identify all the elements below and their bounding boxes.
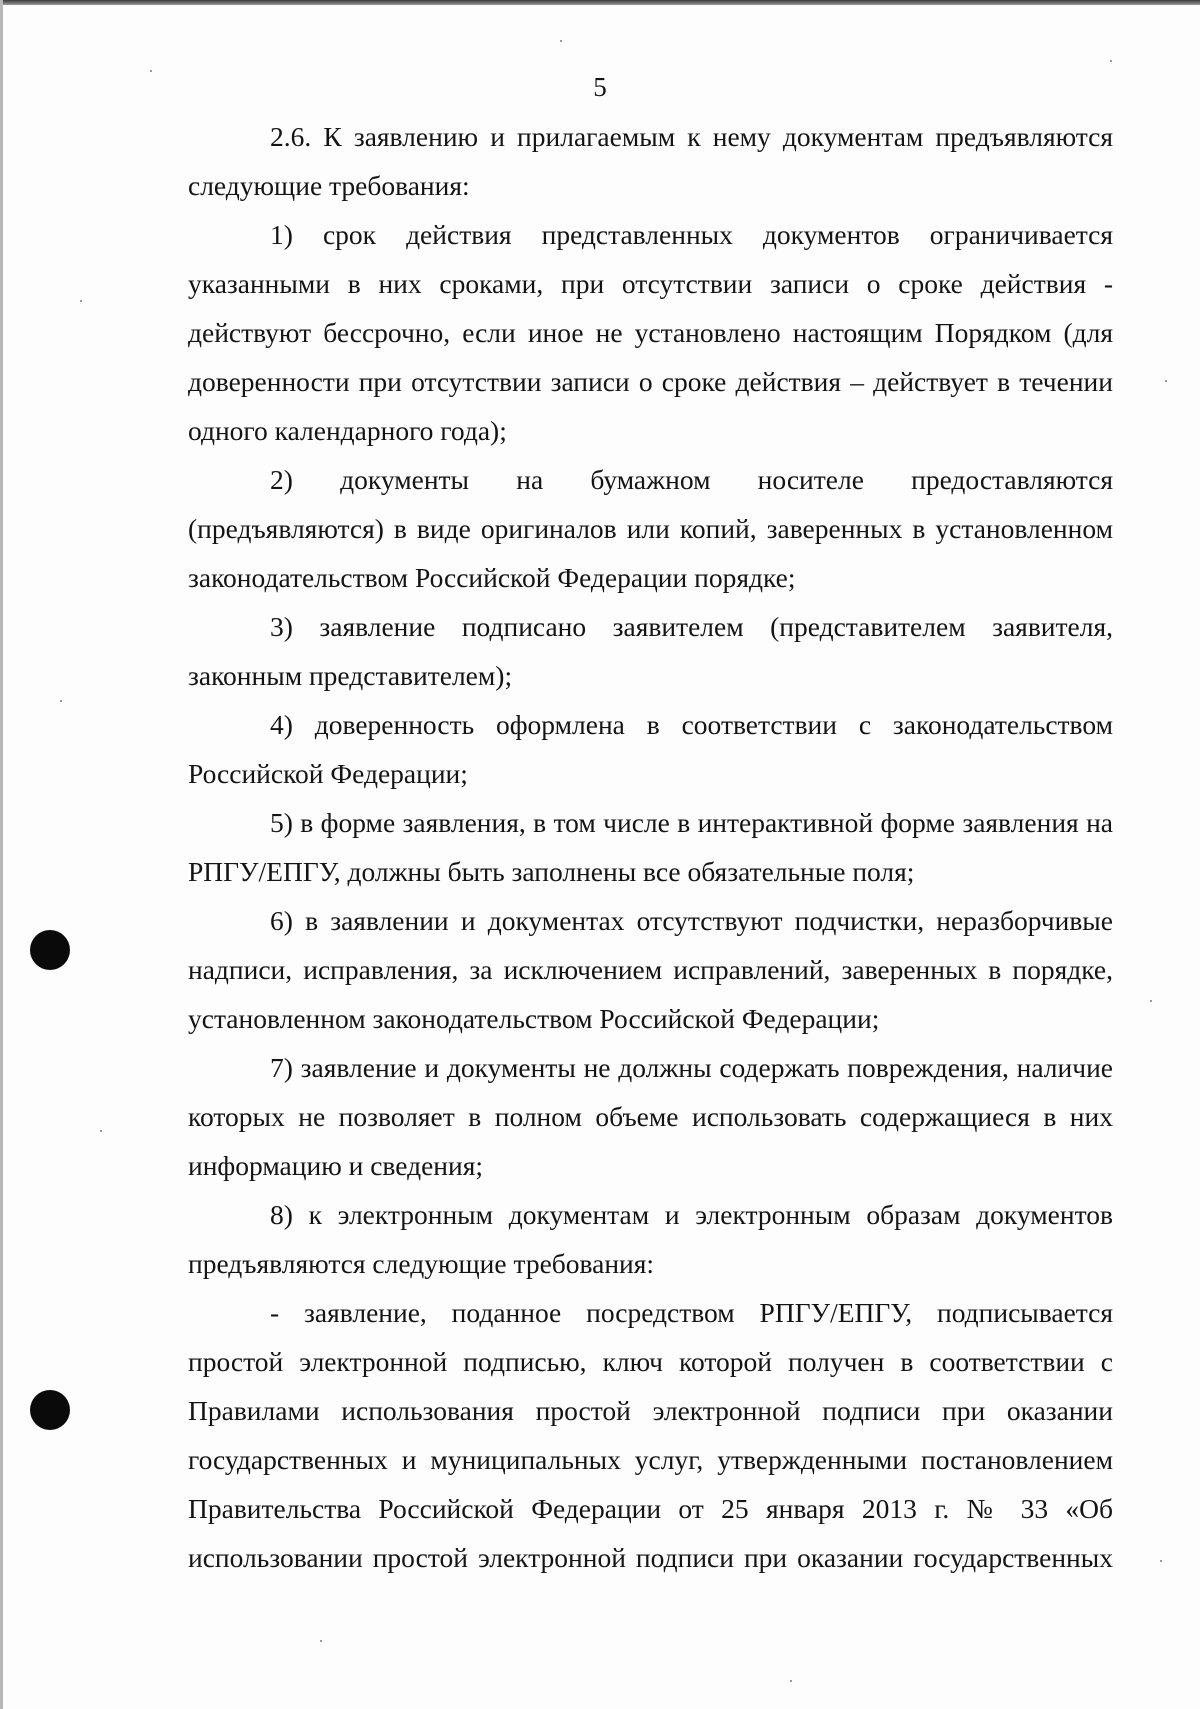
paragraph-2-6: 2.6. К заявлению и прилагаемым к нему документам предъявляются следующие требования: [188, 121, 1113, 201]
scan-speck [790, 1680, 792, 1682]
scan-speck [100, 1130, 102, 1132]
scan-speck [1160, 1560, 1162, 1562]
punch-hole-mark [30, 930, 70, 970]
scan-speck [60, 700, 62, 702]
scan-speck [80, 300, 82, 302]
paragraph-item-4: 4) доверенность оформлена в соответствии с законодательством Российской Федерации; [188, 709, 1113, 789]
paragraph-item-5: 5) в форме заявления, в том числе в интерактивной форме заявления на РПГУ/ЕПГУ, должны быть заполнены все обязательные поля; [188, 807, 1113, 887]
paragraph-item-1: 1) срок действия представленных документов ограничивается указанными в них сроками, при отсутствии записи о сроке действия - действуют бессрочно, если иное не установлено настоящим Порядком (для доверенности при отсутствии записи о сроке действия – действует в течении одного календарного года); [188, 219, 1113, 446]
paragraph-item-6: 6) в заявлении и документах отсутствуют подчистки, неразборчивые надписи, исправления, за исключением исправлений, заверенных в порядке, установленном законодательством Российской Федерации; [188, 905, 1113, 1034]
page-number: 5 [593, 72, 607, 102]
paragraph-dash-item: - заявление, поданное посредством РПГУ/ЕПГУ, подписывается простой электронной подписью, ключ которой получен в соответствии с Правилами использования простой электронной подписи при оказании государственных и муниципальных услуг, утвержденными постановлением Правительства Российской Федерации от 25 января 2013 г. № 33 «Об использовании простой электронной подписи при оказании государственных [188, 1297, 1113, 1573]
scan-speck [1165, 380, 1167, 382]
paragraph-item-2: 2) документы на бумажном носителе предоставляются (предъявляются) в виде оригиналов или копий, заверенных в установленном законодательством Российской Федерации порядке; [188, 464, 1113, 593]
paragraph-item-3: 3) заявление подписано заявителем (представителем заявителя, законным представителем); [188, 611, 1113, 691]
scan-left-edge [0, 0, 3, 1709]
paragraph-item-8: 8) к электронным документам и электронным образам документов предъявляются следующие требования: [188, 1199, 1113, 1279]
scan-speck [1150, 1000, 1152, 1002]
scan-speck [1110, 60, 1112, 62]
scan-top-edge [0, 0, 1200, 5]
paragraph-item-7: 7) заявление и документы не должны содержать повреждения, наличие которых не позволяет в полном объеме использовать содержащиеся в них информацию и сведения; [188, 1052, 1113, 1181]
document-body [188, 112, 1113, 1582]
scan-speck [320, 1640, 322, 1642]
punch-hole-mark [30, 1390, 70, 1430]
scan-speck [150, 70, 152, 72]
scan-speck [560, 40, 562, 42]
